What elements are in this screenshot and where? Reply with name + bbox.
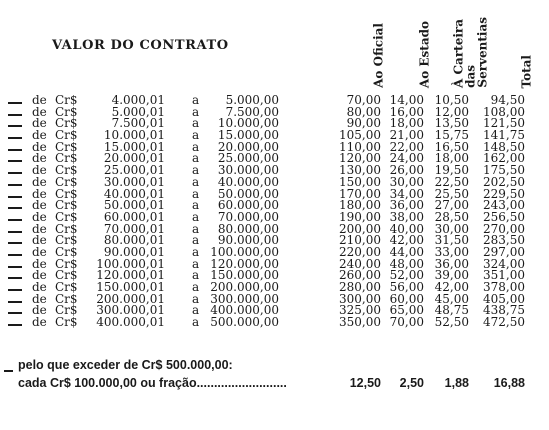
- row-to-value: 60.000,00: [217, 198, 279, 213]
- header-ao-oficial: Ao Oficial: [371, 23, 386, 88]
- row-oficial: 300,00: [339, 291, 381, 306]
- row-estado: 36,00: [389, 198, 424, 213]
- row-a: a: [192, 315, 200, 330]
- row-currency: Cr$: [55, 116, 78, 131]
- row-a: a: [192, 186, 200, 201]
- row-a: a: [192, 93, 200, 107]
- row-currency: Cr$: [55, 315, 78, 330]
- row-estado: 34,00: [389, 186, 424, 201]
- row-dash: [8, 114, 22, 116]
- row-estado: 14,00: [389, 93, 424, 107]
- row-total: 175,50: [483, 163, 525, 178]
- footer-carteira: 1,88: [444, 376, 469, 390]
- row-to-value: 30.000,00: [217, 163, 279, 178]
- row-total: 283,50: [483, 233, 525, 248]
- row-to-value: 500.000,00: [210, 315, 279, 330]
- row-carteira: 12,00: [434, 104, 469, 119]
- row-de: de: [32, 303, 47, 318]
- row-estado: 70,00: [389, 315, 424, 330]
- row-currency: Cr$: [55, 151, 78, 166]
- row-estado: 26,00: [389, 163, 424, 178]
- row-a: a: [192, 128, 200, 143]
- row-carteira: 25,50: [434, 186, 469, 201]
- row-currency: Cr$: [55, 128, 78, 143]
- row-from-value: 70.000,01: [103, 221, 165, 236]
- row-from-value: 7.500,01: [111, 116, 165, 131]
- row-from-value: 300.000,01: [96, 303, 165, 318]
- row-estado: 30,00: [389, 174, 424, 189]
- row-a: a: [192, 233, 200, 248]
- footer-oficial: 12,50: [349, 376, 381, 390]
- table-row: [0, 317, 549, 329]
- row-carteira: 28,50: [434, 209, 469, 224]
- row-dash: [8, 312, 22, 314]
- row-a: a: [192, 256, 200, 271]
- row-total: 297,00: [483, 244, 525, 259]
- footer-total: 16,88: [493, 376, 525, 390]
- row-carteira: 19,50: [434, 163, 469, 178]
- row-from-value: 80.000,01: [103, 233, 165, 248]
- row-estado: 22,00: [389, 139, 424, 154]
- row-carteira: 10,50: [434, 93, 469, 107]
- row-oficial: 70,00: [346, 93, 381, 107]
- row-from-value: 200.000,01: [96, 291, 165, 306]
- row-to-value: 40.000,00: [217, 174, 279, 189]
- row-to-value: 200.000,00: [210, 280, 279, 294]
- row-to-value: 20.000,00: [217, 139, 279, 154]
- row-estado: 24,00: [389, 151, 424, 166]
- row-dash: [8, 289, 22, 291]
- row-a: a: [192, 209, 200, 224]
- row-total: 141,75: [483, 128, 525, 143]
- table-title: VALOR DO CONTRATO: [52, 38, 229, 53]
- row-a: a: [192, 244, 200, 259]
- row-oficial: 260,00: [339, 268, 381, 283]
- row-currency: Cr$: [55, 198, 78, 213]
- row-estado: 56,00: [389, 280, 424, 294]
- row-currency: Cr$: [55, 256, 78, 271]
- row-oficial: 325,00: [339, 303, 381, 318]
- row-de: de: [32, 268, 47, 283]
- row-estado: 16,00: [389, 104, 424, 119]
- row-to-value: 5.000,00: [225, 93, 279, 107]
- header-carteira: À Carteira das Serventias: [451, 17, 490, 88]
- row-a: a: [192, 163, 200, 178]
- row-to-value: 70.000,00: [217, 209, 279, 224]
- row-currency: Cr$: [55, 186, 78, 201]
- row-oficial: 90,00: [346, 116, 381, 131]
- row-from-value: 400.000,01: [96, 315, 165, 330]
- row-total: 472,50: [483, 315, 525, 330]
- footer-line-2: cada Cr$ 100.000,00 ou fração..........................: [18, 376, 287, 390]
- header-ao-estado: Ao Estado: [417, 20, 432, 88]
- row-currency: Cr$: [55, 291, 78, 306]
- row-total: 148,50: [483, 139, 525, 154]
- row-a: a: [192, 174, 200, 189]
- row-carteira: 15,75: [434, 128, 469, 143]
- row-de: de: [32, 104, 47, 119]
- row-carteira: 33,00: [434, 244, 469, 259]
- row-carteira: 52,50: [434, 315, 469, 330]
- row-from-value: 25.000,01: [103, 163, 165, 178]
- row-a: a: [192, 280, 200, 294]
- row-total: 108,00: [483, 104, 525, 119]
- row-de: de: [32, 233, 47, 248]
- footer-estado: 2,50: [399, 376, 424, 390]
- row-oficial: 130,00: [339, 163, 381, 178]
- row-to-value: 100.000,00: [210, 244, 279, 259]
- row-de: de: [32, 116, 47, 131]
- row-de: de: [32, 128, 47, 143]
- row-carteira: 45,00: [434, 291, 469, 306]
- row-de: de: [32, 244, 47, 259]
- row-from-value: 150.000,01: [96, 280, 165, 294]
- row-to-value: 7.500,00: [225, 104, 279, 119]
- row-currency: Cr$: [55, 268, 78, 283]
- row-a: a: [192, 104, 200, 119]
- footer-dash: [4, 370, 13, 372]
- row-dash: [8, 277, 22, 279]
- row-dash: [8, 324, 22, 326]
- row-de: de: [32, 315, 47, 330]
- row-oficial: 190,00: [339, 209, 381, 224]
- row-total: 324,00: [483, 256, 525, 271]
- row-estado: 38,00: [389, 209, 424, 224]
- row-estado: 44,00: [389, 244, 424, 259]
- row-de: de: [32, 291, 47, 306]
- row-currency: Cr$: [55, 244, 78, 259]
- row-to-value: 400.000,00: [210, 303, 279, 318]
- row-carteira: 36,00: [434, 256, 469, 271]
- row-total: 351,00: [483, 268, 525, 283]
- row-from-value: 4.000,01: [111, 93, 165, 107]
- row-from-value: 120.000,01: [96, 268, 165, 283]
- row-de: de: [32, 174, 47, 189]
- row-dash: [8, 149, 22, 151]
- row-dash: [8, 125, 22, 127]
- row-oficial: 280,00: [339, 280, 381, 294]
- row-dash: [8, 102, 22, 104]
- row-to-value: 10.000,00: [217, 116, 279, 131]
- row-currency: Cr$: [55, 104, 78, 119]
- row-total: 121,50: [483, 116, 525, 131]
- row-carteira: 16,50: [434, 139, 469, 154]
- row-oficial: 105,00: [339, 128, 381, 143]
- row-oficial: 350,00: [339, 315, 381, 330]
- row-a: a: [192, 291, 200, 306]
- row-to-value: 150.000,00: [210, 268, 279, 283]
- row-from-value: 40.000,01: [103, 186, 165, 201]
- row-total: 378,00: [483, 280, 525, 294]
- row-from-value: 20.000,01: [103, 151, 165, 166]
- row-carteira: 39,00: [434, 268, 469, 283]
- row-from-value: 15.000,01: [103, 139, 165, 154]
- row-total: 94,50: [490, 93, 525, 107]
- row-dash: [8, 137, 22, 139]
- row-total: 438,75: [483, 303, 525, 318]
- row-to-value: 15.000,00: [217, 128, 279, 143]
- row-estado: 65,00: [389, 303, 424, 318]
- row-carteira: 30,00: [434, 221, 469, 236]
- row-total: 243,00: [483, 198, 525, 213]
- row-de: de: [32, 221, 47, 236]
- row-dash: [8, 231, 22, 233]
- row-oficial: 170,00: [339, 186, 381, 201]
- row-de: de: [32, 139, 47, 154]
- row-estado: 18,00: [389, 116, 424, 131]
- row-currency: Cr$: [55, 163, 78, 178]
- row-oficial: 80,00: [346, 104, 381, 119]
- row-carteira: 22,50: [434, 174, 469, 189]
- row-currency: Cr$: [55, 233, 78, 248]
- row-oficial: 220,00: [339, 244, 381, 259]
- row-de: de: [32, 151, 47, 166]
- row-dash: [8, 172, 22, 174]
- row-oficial: 240,00: [339, 256, 381, 271]
- row-currency: Cr$: [55, 139, 78, 154]
- row-dash: [8, 301, 22, 303]
- row-estado: 42,00: [389, 233, 424, 248]
- row-dash: [8, 219, 22, 221]
- row-total: 256,50: [483, 209, 525, 224]
- row-to-value: 50.000,00: [217, 186, 279, 201]
- row-a: a: [192, 268, 200, 283]
- row-from-value: 50.000,01: [103, 198, 165, 213]
- fee-rows: [0, 95, 549, 329]
- row-carteira: 27,00: [434, 198, 469, 213]
- row-oficial: 210,00: [339, 233, 381, 248]
- row-from-value: 5.000,01: [111, 104, 165, 119]
- row-from-value: 60.000,01: [103, 209, 165, 224]
- row-a: a: [192, 198, 200, 213]
- row-carteira: 13,50: [434, 116, 469, 131]
- row-estado: 60,00: [389, 291, 424, 306]
- row-currency: Cr$: [55, 174, 78, 189]
- row-dash: [8, 196, 22, 198]
- row-de: de: [32, 209, 47, 224]
- row-oficial: 180,00: [339, 198, 381, 213]
- header-total: Total: [519, 54, 534, 88]
- row-a: a: [192, 303, 200, 318]
- row-de: de: [32, 186, 47, 201]
- row-total: 202,50: [483, 174, 525, 189]
- row-currency: Cr$: [55, 221, 78, 236]
- row-estado: 21,00: [389, 128, 424, 143]
- row-to-value: 300.000,00: [210, 291, 279, 306]
- row-dash: [8, 266, 22, 268]
- row-de: de: [32, 93, 47, 107]
- row-dash: [8, 207, 22, 209]
- row-currency: Cr$: [55, 209, 78, 224]
- row-de: de: [32, 198, 47, 213]
- row-estado: 48,00: [389, 256, 424, 271]
- row-de: de: [32, 256, 47, 271]
- row-currency: Cr$: [55, 93, 78, 107]
- row-estado: 40,00: [389, 221, 424, 236]
- row-total: 270,00: [483, 221, 525, 236]
- row-currency: Cr$: [55, 303, 78, 318]
- row-dash: [8, 254, 22, 256]
- row-a: a: [192, 139, 200, 154]
- row-de: de: [32, 163, 47, 178]
- row-to-value: 120.000,00: [210, 256, 279, 271]
- row-a: a: [192, 151, 200, 166]
- row-from-value: 30.000,01: [103, 174, 165, 189]
- row-total: 405,00: [483, 291, 525, 306]
- row-carteira: 42,00: [434, 280, 469, 294]
- row-total: 162,00: [483, 151, 525, 166]
- row-carteira: 48,75: [434, 303, 469, 318]
- row-a: a: [192, 221, 200, 236]
- row-from-value: 100.000,01: [96, 256, 165, 271]
- row-currency: Cr$: [55, 280, 78, 294]
- row-oficial: 150,00: [339, 174, 381, 189]
- row-to-value: 80.000,00: [217, 221, 279, 236]
- row-from-value: 10.000,01: [103, 128, 165, 143]
- row-de: de: [32, 280, 47, 294]
- row-a: a: [192, 116, 200, 131]
- row-carteira: 18,00: [434, 151, 469, 166]
- row-oficial: 110,00: [339, 139, 381, 154]
- row-dash: [8, 160, 22, 162]
- row-dash: [8, 184, 22, 186]
- row-oficial: 200,00: [339, 221, 381, 236]
- footer-line-1: pelo que exceder de Cr$ 500.000,00:: [18, 358, 233, 372]
- row-dash: [8, 242, 22, 244]
- row-from-value: 90.000,01: [103, 244, 165, 259]
- row-to-value: 25.000,00: [217, 151, 279, 166]
- row-carteira: 31,50: [434, 233, 469, 248]
- row-oficial: 120,00: [339, 151, 381, 166]
- row-total: 229,50: [483, 186, 525, 201]
- row-estado: 52,00: [389, 268, 424, 283]
- row-to-value: 90.000,00: [217, 233, 279, 248]
